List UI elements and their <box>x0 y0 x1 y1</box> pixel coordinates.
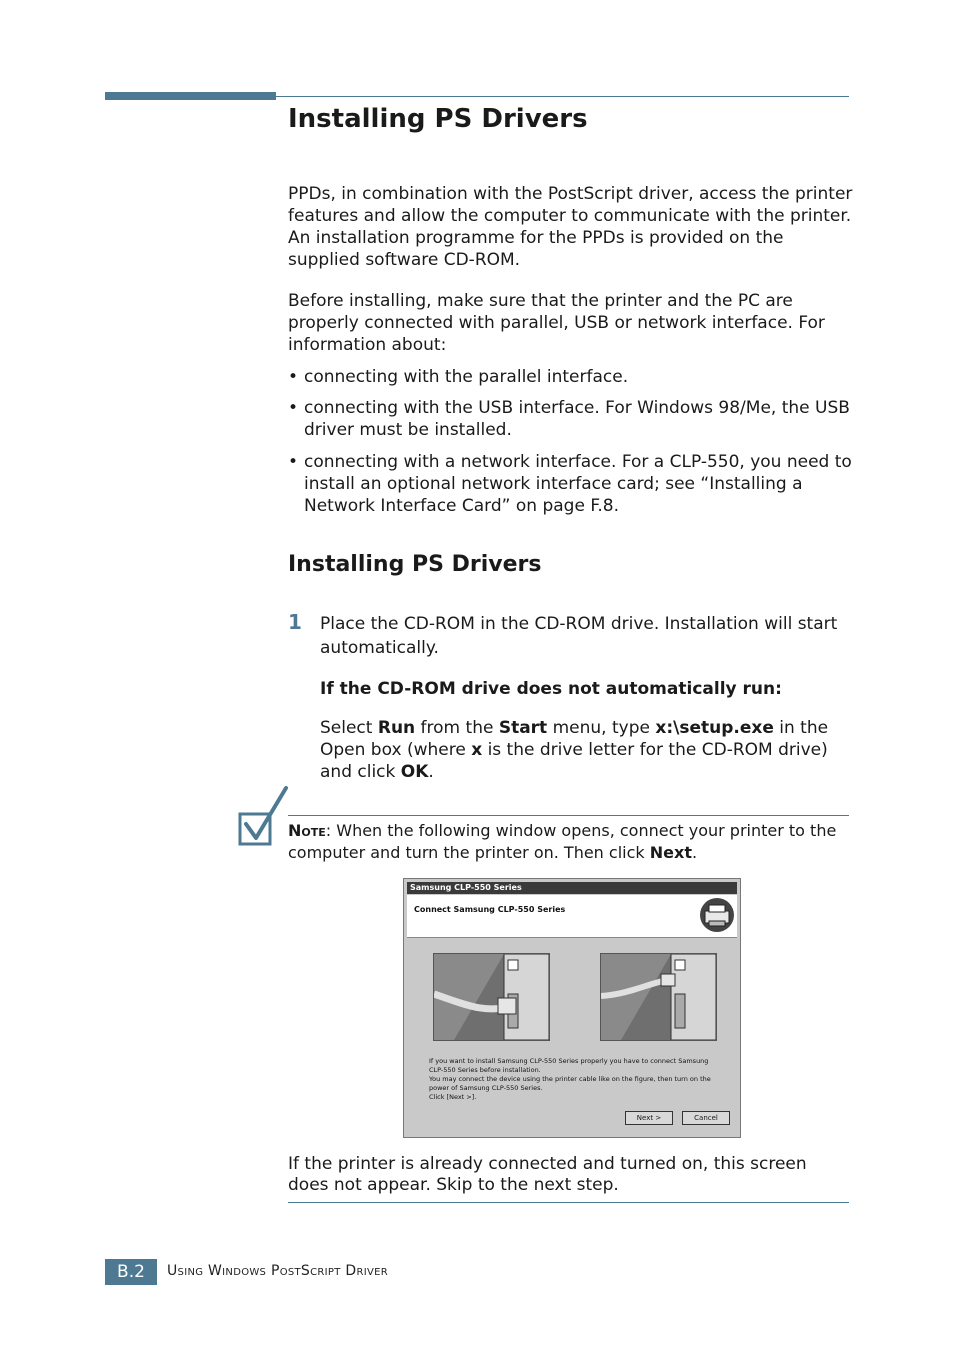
section-title: Installing PS Drivers <box>288 552 542 577</box>
next-button[interactable]: Next > <box>625 1111 673 1125</box>
bullet-text: connecting with the parallel interface. <box>304 367 629 387</box>
header-rule <box>276 96 849 97</box>
note-rule <box>288 815 849 816</box>
cancel-button[interactable]: Cancel <box>682 1111 730 1125</box>
usb-cable-image <box>600 953 717 1041</box>
dialog-title-bar: Samsung CLP-550 Series <box>407 882 737 894</box>
step-instructions: Select Run from the Start menu, type x:\setup.exe in the Open box (where x is the drive letter for the CD-ROM drive) and click OK. <box>320 718 829 782</box>
note-text: Note: When the following window opens, connect your printer to the computer and turn the printer on. Then click Next. <box>288 821 837 862</box>
page-title: Installing PS Drivers <box>288 104 588 134</box>
setup-dialog-screenshot <box>403 878 741 1138</box>
bullet-item <box>288 397 853 441</box>
bullet-glyph: • <box>288 452 299 472</box>
header-accent-bar <box>105 92 276 100</box>
step-subheading: If the CD-ROM drive does not automatically run: <box>320 679 782 699</box>
bullet-text: connecting with a network interface. For a CLP-550, you need to install an optional network interface card; see “Installing a Network Interface Card” on page F.8. <box>304 452 852 516</box>
parallel-cable-image <box>433 953 550 1041</box>
bullet-glyph: • <box>288 367 299 387</box>
after-dialog-paragraph: If the printer is already connected and turned on, this screen does not appear. Skip to the next step. <box>288 1154 807 1195</box>
running-footer: Using Windows PostScript Driver <box>167 1263 388 1279</box>
dialog-header <box>407 895 737 938</box>
printer-icon <box>699 897 735 933</box>
bullet-text: connecting with the USB interface. For Windows 98/Me, the USB driver must be installed. <box>304 398 850 440</box>
page-number-badge: B.2 <box>105 1259 157 1285</box>
intro-paragraph-1: PPDs, in combination with the PostScript driver, access the printer features and allow the computer to communicate with the printer. An installation programme for the PPDs is provided on the supplied software CD-ROM. <box>288 184 853 270</box>
dialog-header-text: Connect Samsung CLP-550 Series <box>414 905 566 914</box>
dialog-body-text: If you want to install Samsung CLP-550 Series properly you have to connect Samsung CLP-550 Series before installation. You may connect the device using the printer cable like on the figure, then turn on the power of Samsung CLP-550 Series. Click [Next >]. <box>429 1057 711 1101</box>
intro-paragraph-2: Before installing, make sure that the printer and the PC are properly connected with parallel, USB or network interface. For information about: <box>288 291 825 355</box>
bullet-item <box>288 451 853 517</box>
step-text: Place the CD-ROM in the CD-ROM drive. Installation will start automatically. <box>320 614 838 658</box>
bullet-item <box>288 366 853 388</box>
bottom-rule <box>288 1202 849 1203</box>
step-number: 1 <box>288 610 302 634</box>
checkmark-note-icon <box>236 784 288 848</box>
bullet-glyph: • <box>288 398 299 418</box>
